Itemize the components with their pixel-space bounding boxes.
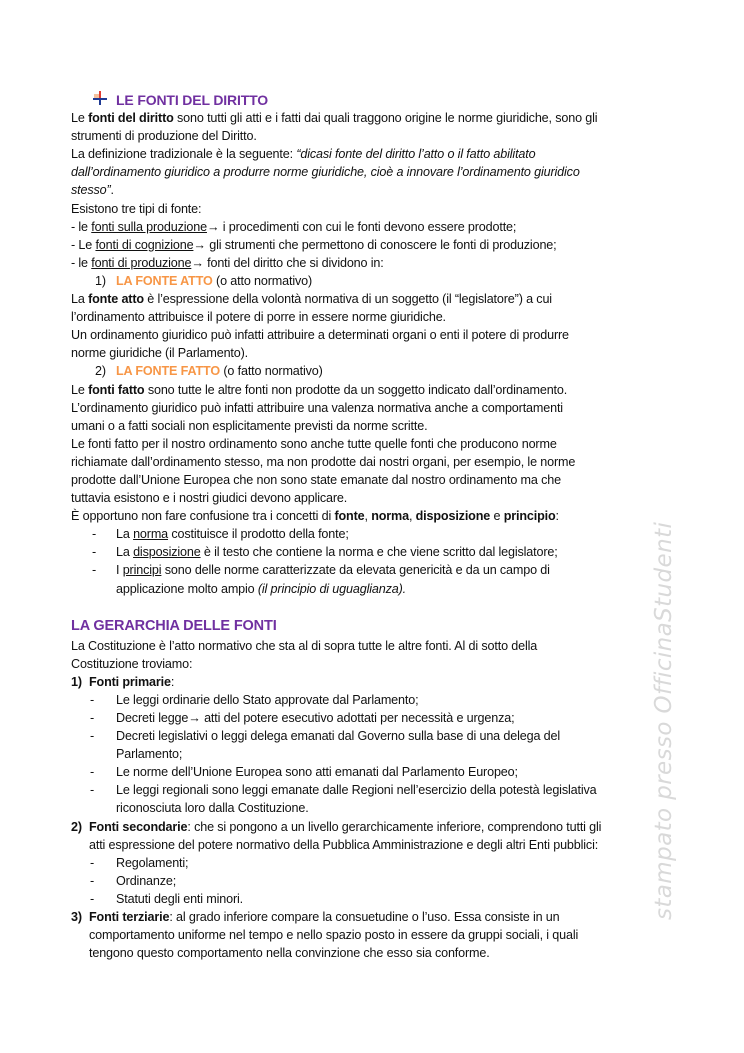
primarie-item: - Decreti legge→ atti del potere esecutivo adottati per necessità e urgenza; [90,711,515,725]
watermark: stampato presso OfficinaStudenti [651,521,677,920]
secondarie-item: - Ordinanze; [90,873,177,888]
definition-line-3: stesso”. [71,183,114,198]
definition-line-2: dall’ordinamento giuridico a produrre norme giuridiche, cioè a innovare l’ordinamento giuridico [71,165,580,180]
types-intro: Esistono tre tipi di fonte: [71,201,202,216]
section-title: LE FONTI DEL DIRITTO [116,92,269,108]
concept-item: - La disposizione è il testo che contiene la norma e che viene scritto dal legislatore; [92,545,558,560]
fonti-terziarie-heading: 3) Fonti terziarie: al grado inferiore compare la consuetudine o l’uso. Essa consiste in un [71,910,560,925]
fonte-fatto-p1: Le fonti fatto sono tutte le altre fonti non prodotte da un soggetto indicato dall’ordinamento. [71,382,568,397]
section-heading-gerarchia: LA GERARCHIA DELLE FONTI [71,617,277,634]
fonte-atto-p1-line1: La fonte atto è l’espressione della volontà normativa di un soggetto (il “legislatore”) a cui [71,292,552,307]
gerarchia-intro-line2: Costituzione troviamo: [71,656,193,671]
section-heading-fonti-del-diritto [71,91,681,109]
concept-item-continuation: applicazione molto ampio (il principio di uguaglianza). [116,581,406,596]
document-page [71,91,681,962]
arrow-right-icon: → [188,711,201,725]
type-item: - le fonti di produzione→ fonti del diritto che si dividono in: [71,255,384,270]
fonti-terziarie-line3: tengono questo comportamento nella convinzione che esso sia conforme. [89,946,490,961]
primarie-item: - Decreti legislativi o leggi delega emanati dal Governo sulla base di una delega del [90,729,561,744]
intro-line-2: strumenti di produzione del Diritto. [71,129,257,144]
type-item: - Le fonti di cognizione→ gli strumenti che permettono di conoscere le fonti di produzione; [71,237,557,252]
fonti-primarie-heading: 1) Fonti primarie: [71,674,175,689]
fonte-atto-heading: 1) LA FONTE ATTO (o atto normativo) [95,273,313,288]
secondarie-item: - Regolamenti; [90,855,189,870]
gerarchia-intro-line1: La Costituzione è l’atto normativo che sta al di sopra tutte le altre fonti. Al di sotto della [71,638,538,653]
fonti-terziarie-line2: comportamento uniforme nel tempo e nello spazio posto in essere da gruppi sociali, i quali [89,928,579,943]
fonte-atto-p2-line1: Un ordinamento giuridico può infatti attribuire a determinati organi o enti il potere di produrre [71,328,569,343]
fonte-atto-p1-line2: l’ordinamento attribuisce il potere di porre in essere norme giuridiche. [71,310,446,325]
fonte-fatto-p2-line2: umani o a fatti sociali non esplicitamente previsti da norme scritte. [71,418,428,433]
fonti-secondarie-heading: 2) Fonti secondarie: che si pongono a un livello gerarchicamente inferiore, comprendono tutti gli [71,819,602,834]
intro-line-1: Le fonti del diritto sono tutti gli atti e i fatti dai quali traggono origine le norme giuridiche, sono gli [71,111,598,126]
fonti-secondarie-line2: atti espressione del potere normativo della Pubblica Amministrazione e degli altri Enti pubblici: [89,837,599,852]
arrow-right-icon: → [206,219,220,234]
type-item: - le fonti sulla produzione→ i procedimenti con cui le fonti devono essere prodotte; [71,219,517,234]
primarie-item-continuation: Parlamento; [116,747,183,762]
fonte-fatto-p3-line1: Le fonti fatto per il nostro ordinamento sono anche tutte quelle fonti che producono norme [71,436,557,451]
fonte-fatto-p2-line1: L’ordinamento giuridico può infatti attribuire una valenza normativa anche a comportamenti [71,400,563,415]
fonte-fatto-heading: 2) LA FONTE FATTO (o fatto normativo) [95,364,323,379]
concept-item: - La norma costituisce il prodotto della fonte; [92,527,349,542]
concept-item: - I principi sono delle norme caratterizzate da elevata genericità e da un campo di [92,563,550,578]
arrow-right-icon: → [191,255,204,270]
fonte-fatto-p3-line2: richiamate dall’ordinamento stesso, ma non prodotte dai nostri organi, per esempio, le norme [71,454,576,469]
arrow-right-icon: → [193,237,206,252]
concepts-intro: È opportuno non fare confusione tra i concetti di fonte, norma, disposizione e principio: [71,509,559,524]
primarie-item: - Le leggi regionali sono leggi emanate dalle Regioni nell’esercizio della potestà legislativa [90,783,597,798]
fonte-fatto-p3-line4: tuttavia esistono e i nostri giudici devono applicare. [71,491,348,506]
primarie-item: - Le norme dell’Unione Europea sono atti emanati dal Parlamento Europeo; [90,765,518,780]
secondarie-item: - Statuti degli enti minori. [90,891,244,906]
definition-line-1: La definizione tradizionale è la seguente: “dicasi fonte del diritto l’atto o il fatto abilitato [71,147,536,162]
primarie-item: - Le leggi ordinarie dello Stato approvate dal Parlamento; [90,692,419,707]
fonte-fatto-p3-line3: prodotte dall’Unione Europea che non sono state emanate dal nostro ordinamento ma che [71,472,561,487]
primarie-item-continuation: riconosciuta loro dalla Costituzione. [116,801,309,816]
four-point-star-bullet-icon [93,91,107,105]
fonte-atto-p2-line2: norme giuridiche (il Parlamento). [71,346,249,361]
